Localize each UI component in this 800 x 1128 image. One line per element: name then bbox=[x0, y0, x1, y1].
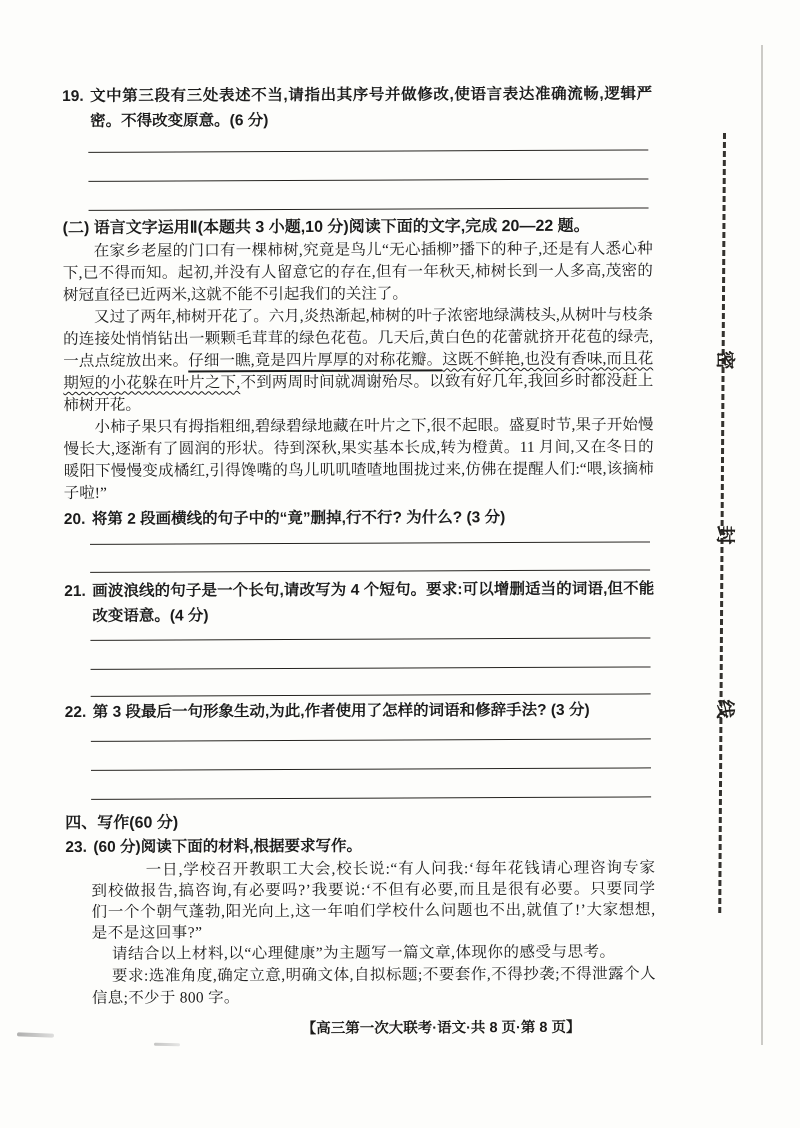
question-22-text: 第 3 段最后一句形象生动,为此,作者使用了怎样的词语和修辞手法? (3 分) bbox=[92, 701, 590, 721]
scan-smudge bbox=[154, 1043, 180, 1046]
section-2-header: (二) 语言文字运用Ⅱ(本题共 3 小题,10 分)阅读下面的文字,完成 20—22 题。 bbox=[62, 217, 590, 237]
answer-lines-q20 bbox=[64, 529, 654, 573]
wavy-underlined-sentence: 这既不鲜艳,也没有香味,而且花期短的小花躲在叶片之下, bbox=[63, 350, 654, 392]
passage-paragraph-2 bbox=[63, 304, 653, 417]
seal-char-xian: 线 bbox=[714, 699, 735, 719]
question-23-number: 23. bbox=[65, 838, 87, 856]
answer-line bbox=[88, 150, 648, 181]
answer-lines-q22 bbox=[65, 722, 655, 800]
answer-lines-q21 bbox=[64, 626, 654, 697]
answer-line bbox=[90, 638, 650, 669]
essay-topic-prompt: 请结合以上材料,以“心理健康”为主题写一篇文章,体现你的感受与思考。 bbox=[111, 943, 616, 963]
section-4-header: 四、写作(60 分) bbox=[65, 814, 179, 832]
page-footer: 【高三第一次大联考·语文·共 8 页·第 8 页】 bbox=[301, 1019, 581, 1037]
scan-smudge bbox=[17, 1032, 54, 1037]
answer-line bbox=[88, 179, 648, 210]
seal-char-mi: 密 bbox=[714, 350, 735, 370]
question-21-text: 画波浪线的句子是一个长句,请改写为 4 个短句。要求:可以增删适当的词语,但不能改变语意。(4 分) bbox=[92, 580, 655, 625]
question-19 bbox=[62, 81, 652, 134]
essay-requirements: 要求:选准角度,确定立意,明确文体,自拟标题;不要套作,不得抄袭;不得泄露个人信息;不少于 800 字。 bbox=[91, 965, 656, 1007]
page-content bbox=[62, 81, 656, 1039]
answer-lines-q19 bbox=[62, 131, 652, 211]
answer-line bbox=[88, 131, 648, 152]
question-21-number: 21. bbox=[64, 582, 86, 600]
question-20 bbox=[64, 505, 654, 532]
question-22 bbox=[65, 698, 655, 725]
question-20-text: 将第 2 段画横线的句子中的“竟”删掉,行不行? 为什么? (3 分) bbox=[91, 509, 506, 528]
passage-p2-text-end: 不到两周时间就凋谢殆尽。以致有好几年,我回乡时都没赶上柿树开花。 bbox=[63, 372, 654, 414]
essay-material: 一日,学校召开教职工大会,校长说:“有人问我:‘每年花钱请心理咨询专家到校做报告,搞咨询,有必要吗?’我要说:‘不但有必要,而且是很有必要。只要同学们一个个朝气蓬勃,阳光向上,这一年咱们学校什么问题也不出,就值了!’大家想想,是不是这回事?” bbox=[91, 859, 656, 942]
answer-line bbox=[91, 739, 651, 770]
question-21 bbox=[64, 576, 654, 629]
question-20-number: 20. bbox=[63, 510, 86, 528]
answer-line bbox=[90, 542, 650, 572]
passage-p2-text-start: 又过了两年,柿树开花了。六月,炎热渐起,柿树的叶子浓密地绿满枝头,从树叶与枝条的连接处悄悄钻出一颗颗毛茸茸的绿色花苞。几天后,黄白色的花蕾就挤开花苞的绿壳,一点点绽放出来。 bbox=[63, 306, 654, 370]
question-19-text: 文中第三段有三处表述不当,请指出其序号并做修改,使语言表达准确流畅,逻辑严密。不得改变原意。(6 分) bbox=[90, 85, 653, 130]
question-19-number: 19. bbox=[62, 87, 84, 105]
question-23-intro: (60 分)阅读下面的材料,根据要求写作。 bbox=[93, 837, 363, 856]
seal-char-feng: 封 bbox=[714, 525, 735, 545]
underlined-sentence: 仔细一瞧,竟是四片厚厚的对称花瓣。 bbox=[188, 351, 443, 370]
page-edge-line bbox=[761, 45, 763, 1045]
answer-line bbox=[91, 667, 651, 696]
question-22-number: 22. bbox=[64, 703, 87, 721]
passage-paragraph-3: 小柿子果只有拇指粗细,碧绿碧绿地藏在叶片之下,很不起眼。盛夏时节,果子开始慢慢长大,逐渐有了圆润的形状。待到深秋,果实基本长成,转为橙黄。11 月间,又在冬日的暖阳下慢慢变成橘红,引得馋嘴的鸟儿叽叽喳喳地围拢过来,仿佛在提醒人们:“喂,该摘柿子啦!” bbox=[63, 416, 654, 502]
question-23 bbox=[65, 833, 655, 860]
answer-line bbox=[91, 768, 651, 799]
passage-paragraph-1: 在家乡老屋的门口有一棵柿树,究竟是鸟儿“无心插柳”播下的种子,还是有人悉心种下,已不得而知。起初,并没有人留意它的存在,但有一年秋天,柿树长到一人多高,茂密的树冠直径已近两米,这就不能不引起我们的关注了。 bbox=[62, 240, 653, 304]
essay-prompt-body bbox=[65, 857, 656, 1010]
